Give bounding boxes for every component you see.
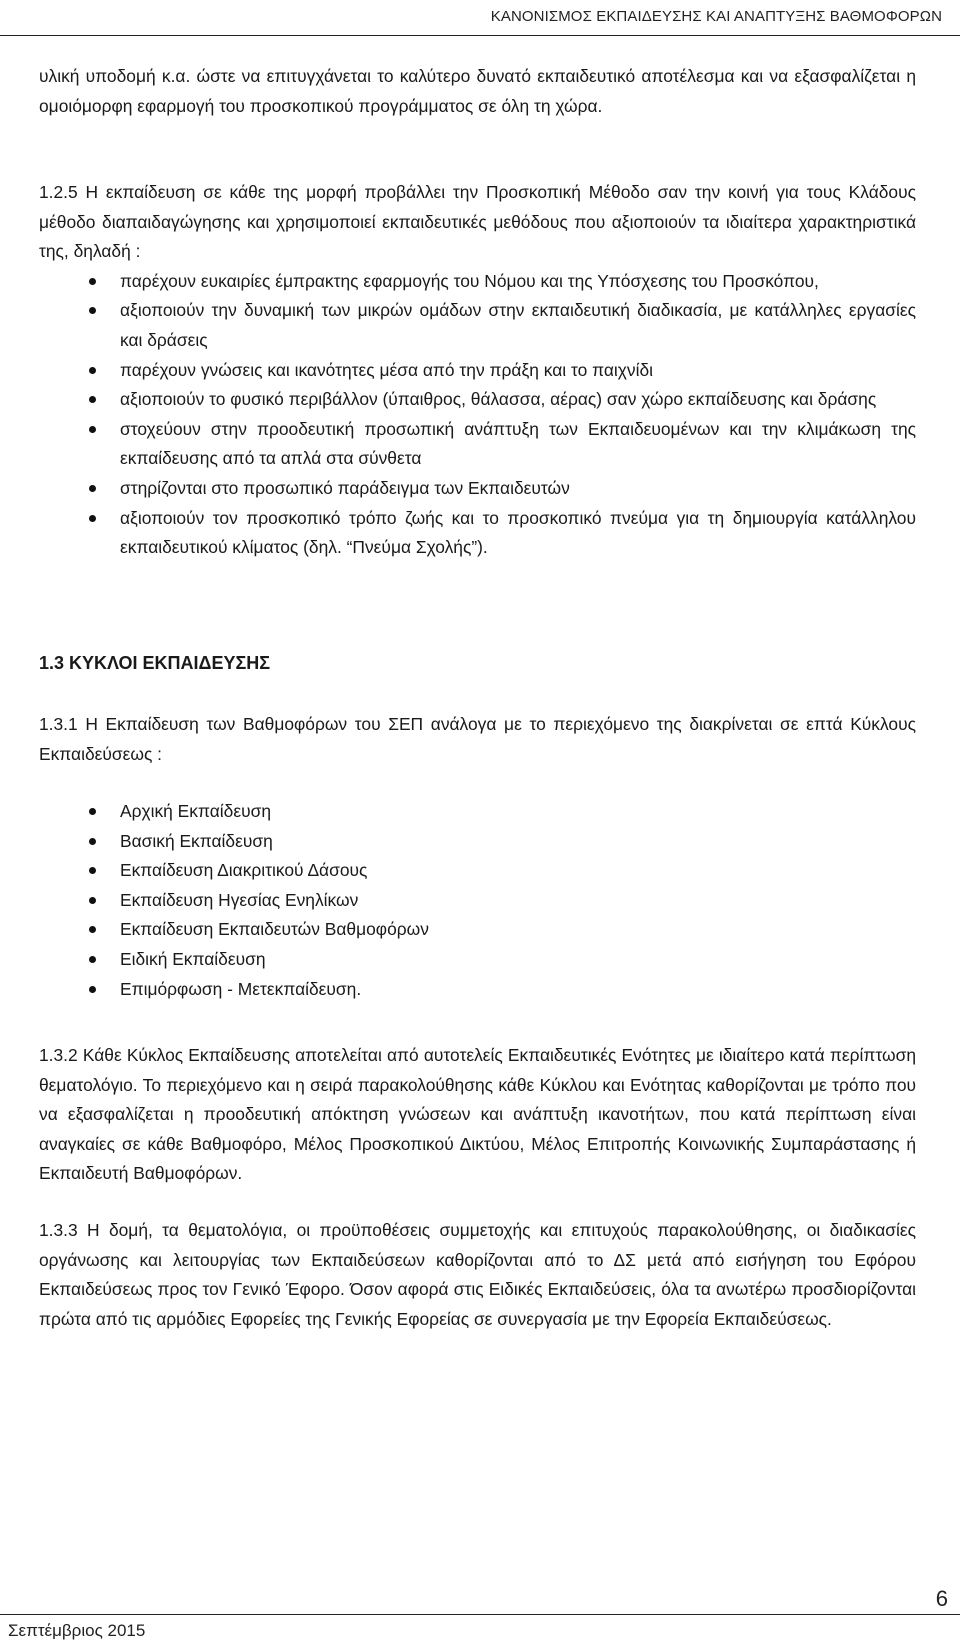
footer-date: Σεπτέμβριος 2015 bbox=[8, 1621, 146, 1640]
list-item bbox=[39, 504, 916, 563]
list-item-text: στηρίζονται στο προσωπικό παράδειγμα των Εκπαιδευτών bbox=[120, 477, 570, 498]
running-header: ΚΑΝΟΝΙΣΜΟΣ ΕΚΠΑΙΔΕΥΣΗΣ ΚΑΙ ΑΝΑΠΤΥΞΗΣ ΒΑΘΜΟΦΟΡΩΝ bbox=[490, 8, 942, 25]
list-item-text: αξιοποιούν τον προσκοπικό τρόπο ζωής και το προσκοπικό πνεύμα για τη δημιουργία κατάλληλου εκπαιδευτικού κλίματος (δηλ. “Πνεύμα Σχολής”). bbox=[120, 507, 916, 558]
list-item-text: παρέχουν ευκαιρίες έμπρακτης εφαρμογής του Νόμου και της Υπόσχεσης του Προσκόπου, bbox=[120, 270, 819, 291]
list-item bbox=[39, 415, 916, 474]
list-item bbox=[39, 267, 916, 297]
bullet-icon bbox=[89, 485, 96, 492]
list-item bbox=[39, 975, 916, 1005]
paragraph-1-3-3: 1.3.3 Η δομή, τα θεματολόγια, οι προϋποθέσεις συμμετοχής και επιτυχούς παρακολούθησης, οι διαδικασίες οργάνωσης και λειτουργίας των Εκπαιδεύσεων καθορίζονται από το ΔΣ μετά από εισήγηση του Εφόρου Εκπαιδεύσεως προς τον Γενικό Έφορο. Όσον αφορά στις Ειδικές Εκπαιδεύσεις, όλα τα ανωτέρω προσδιορίζονται πρώτα από τις αρμόδιες Εφορείες της Γενικής Εφορείας σε συνεργασία με την Εφορεία Εκπαιδεύσεως. bbox=[39, 1220, 916, 1329]
continuation-block bbox=[39, 62, 916, 121]
list-item-text: Εκπαίδευση Διακριτικού Δάσους bbox=[120, 860, 368, 881]
bullet-icon bbox=[89, 278, 96, 285]
list-item-text: Βασική Εκπαίδευση bbox=[120, 830, 273, 851]
list-item bbox=[39, 915, 916, 945]
section-1-3-3 bbox=[39, 1216, 916, 1334]
list-item bbox=[39, 856, 916, 886]
list-item-text: Επιμόρφωση - Μετεκπαίδευση. bbox=[120, 978, 362, 999]
footer-divider bbox=[0, 1614, 960, 1615]
list-item bbox=[39, 474, 916, 504]
list-item bbox=[39, 827, 916, 857]
bullet-icon bbox=[89, 897, 96, 904]
list-item bbox=[39, 945, 916, 975]
paragraph-1-2-5: 1.2.5 Η εκπαίδευση σε κάθε της μορφή προβάλλει την Προσκοπική Μέθοδο σαν την κοινή για τους Κλάδους μέθοδο διαπαιδαγώγησης και χρησιμοποιεί εκπαιδευτικές μεθόδους που αξιοποιούν τα ιδιαίτερα χαρακτηριστικά της, δηλαδή : bbox=[39, 182, 916, 262]
list-item bbox=[39, 886, 916, 916]
page-number: 6 bbox=[935, 1586, 948, 1611]
list-item-text: Αρχική Εκπαίδευση bbox=[120, 801, 271, 821]
cycles-block bbox=[39, 797, 916, 1004]
cycles-bullet-list bbox=[39, 797, 916, 1004]
list-item bbox=[39, 385, 916, 415]
list-item bbox=[39, 797, 916, 827]
list-item bbox=[39, 296, 916, 355]
bullet-icon bbox=[89, 956, 96, 963]
list-item-text: αξιοποιούν την δυναμική των μικρών ομάδων στην εκπαιδευτική διαδικασία, με κατάλληλες εργασίες και δράσεις bbox=[120, 300, 916, 350]
header-divider bbox=[0, 35, 960, 36]
bullet-icon bbox=[89, 307, 96, 314]
list-item-text: στοχεύουν στην προοδευτική προσωπική ανάπτυξη των Εκπαιδευομένων και την κλιμάκωση της εκπαίδευσης από τα απλά στα σύνθετα bbox=[120, 418, 916, 469]
list-item-text: Εκπαίδευση Εκπαιδευτών Βαθμοφόρων bbox=[120, 919, 429, 940]
bullet-icon bbox=[89, 367, 96, 374]
section-1-3-2 bbox=[39, 1041, 916, 1189]
list-item bbox=[39, 356, 916, 386]
continuation-paragraph: υλική υποδομή κ.α. ώστε να επιτυγχάνεται το καλύτερο δυνατό εκπαιδευτικό αποτέλεσμα και να εξασφαλίζεται η ομοιόμορφη εφαρμογή του προσκοπικού προγράμματος σε όλη τη χώρα. bbox=[39, 66, 916, 116]
bullet-icon bbox=[89, 867, 96, 874]
list-item-text: αξιοποιούν το φυσικό περιβάλλον (ύπαιθρος, θάλασσα, αέρας) σαν χώρο εκπαίδευσης και δράσης bbox=[120, 389, 877, 410]
bullet-icon bbox=[89, 926, 96, 933]
bullet-icon bbox=[89, 838, 96, 845]
bullet-icon bbox=[89, 808, 96, 815]
bullet-icon bbox=[89, 396, 96, 403]
list-item-text: παρέχουν γνώσεις και ικανότητες μέσα από την πράξη και το παιχνίδι bbox=[120, 359, 653, 380]
paragraph-1-3-2: 1.3.2 Κάθε Κύκλος Εκπαίδευσης αποτελείται από αυτοτελείς Εκπαιδευτικές Ενότητες με ιδιαίτερο κατά περίπτωση θεματολόγιο. Το περιεχόμενο και η σειρά παρακολούθησης κάθε Κύκλου και Ενότητας καθορίζονται με τρόπο που να εξασφαλίζεται η προοδευτική απόκτηση γνώσεων και ανάπτυξη ικανοτήτων, που κατά περίπτωση είναι αναγκαίες σε κάθε Βαθμοφόρο, Μέλος Προσκοπικού Δικτύου, Μέλος Επιτροπής Κοινωνικής Συμπαράστασης ή Εκπαιδευτή Βαθμοφόρων. bbox=[39, 1045, 916, 1184]
section-1-2-5 bbox=[39, 178, 916, 563]
bullet-icon bbox=[89, 426, 96, 433]
list-item-text: Εκπαίδευση Ηγεσίας Ενηλίκων bbox=[120, 889, 359, 910]
list-item-text: Ειδική Εκπαίδευση bbox=[120, 948, 266, 969]
paragraph-1-3-1: 1.3.1 Η Εκπαίδευση των Βαθμοφόρων του ΣΕΠ ανάλογα με το περιεχόμενο της διακρίνεται σε επτά Κύκλους Εκπαιδεύσεως : bbox=[39, 714, 916, 764]
section-heading: 1.3 ΚΥΚΛΟΙ ΕΚΠΑΙΔΕΥΣΗΣ bbox=[39, 653, 271, 673]
bullet-icon bbox=[89, 986, 96, 993]
bullet-icon bbox=[89, 515, 96, 522]
method-bullet-list bbox=[39, 267, 916, 563]
section-1-3-1 bbox=[39, 710, 916, 769]
